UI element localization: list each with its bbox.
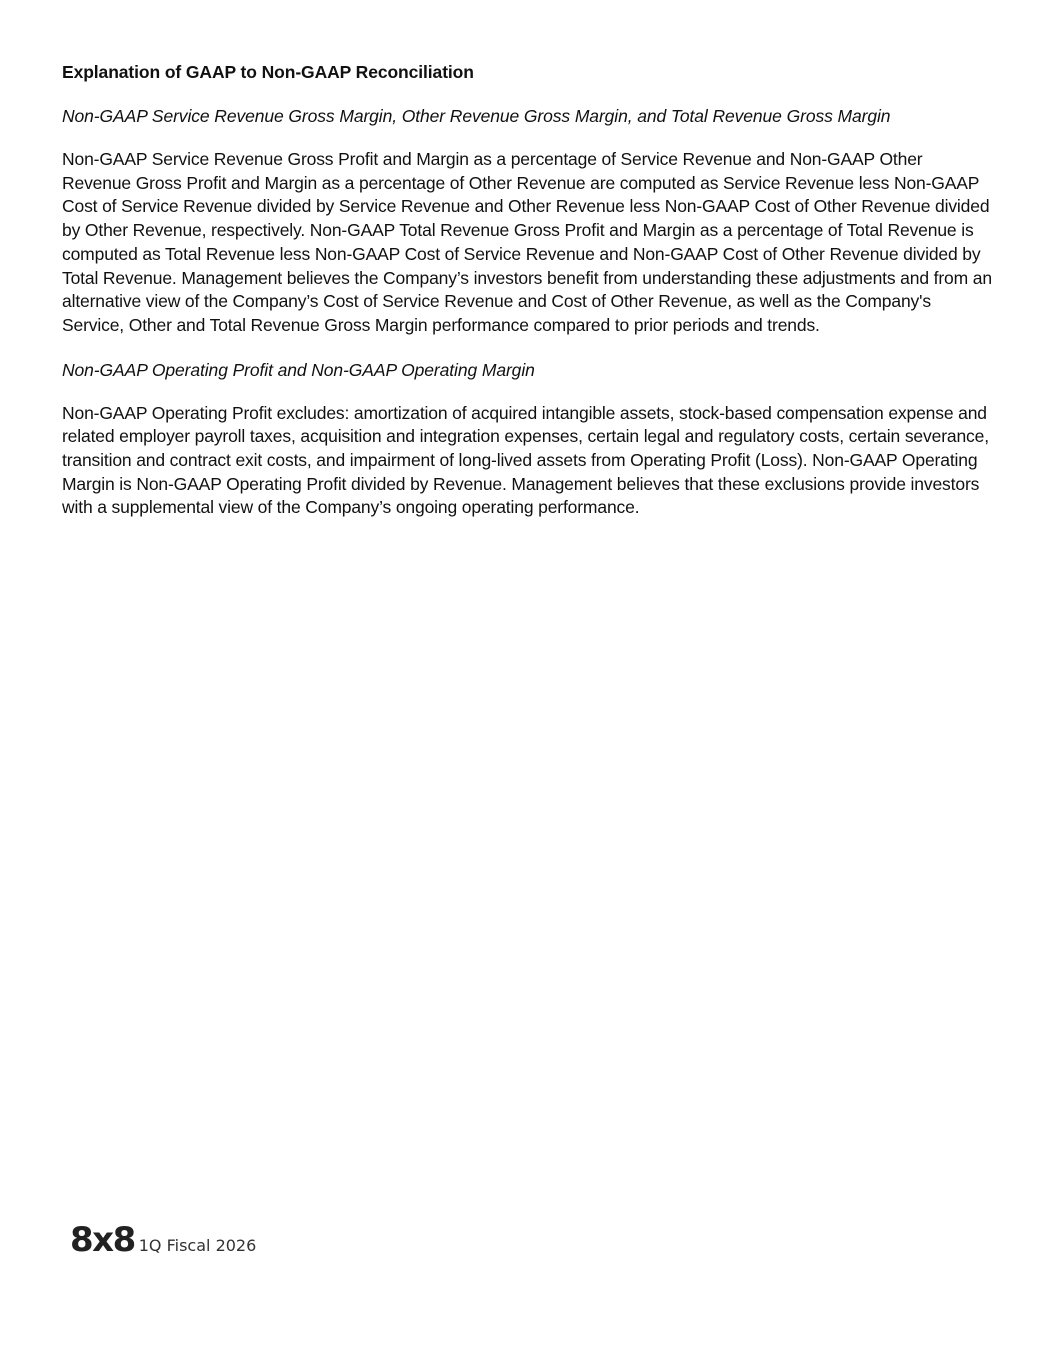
company-logo: 8x8 [70, 1220, 135, 1260]
document-page [62, 60, 992, 540]
section-subheading-gross-margin: Non-GAAP Service Revenue Gross Margin, Other Revenue Gross Margin, and Total Revenue Gross Margin [62, 106, 891, 126]
page-footer [70, 1218, 256, 1262]
section-body-operating-margin: Non-GAAP Operating Profit excludes: amortization of acquired intangible assets, stock-based compensation expense and related employer payroll taxes, acquisition and integration expenses, certain legal and regulatory costs, certain severance, transition and contract exit costs, and impairment of long-lived assets from Operating Profit (Loss). Non-GAAP Operating Margin is Non-GAAP Operating Profit divided by Revenue. Management believes that these exclusions provide investors with a supplemental view of the Company’s ongoing operating performance. [62, 402, 989, 518]
page-heading: Explanation of GAAP to Non-GAAP Reconciliation [62, 62, 474, 82]
section-subheading-operating-margin: Non-GAAP Operating Profit and Non-GAAP Operating Margin [62, 359, 535, 380]
fiscal-period-label: 1Q Fiscal 2026 [138, 1236, 257, 1255]
section-body-gross-margin: Non-GAAP Service Revenue Gross Profit and Margin as a percentage of Service Revenue and Non-GAAP Other Revenue Gross Profit and Margin as a percentage of Other Revenue are computed as Service Revenue less Non-GAAP Cost of Service Revenue divided by Service Revenue and Other Revenue less Non-GAAP Cost of Other Revenue divided by Other Revenue, respectively. Non-GAAP Total Revenue Gross Profit and Margin as a percentage of Total Revenue is computed as Total Revenue less Non-GAAP Cost of Service Revenue and Non-GAAP Cost of Other Revenue divided by Total Revenue. Management believes the Company’s investors benefit from understanding these adjustments and from an alternative view of the Company’s Cost of Service Revenue and Cost of Other Revenue, as well as the Company's Service, Other and Total Revenue Gross Margin performance compared to prior periods and trends. [62, 149, 992, 335]
